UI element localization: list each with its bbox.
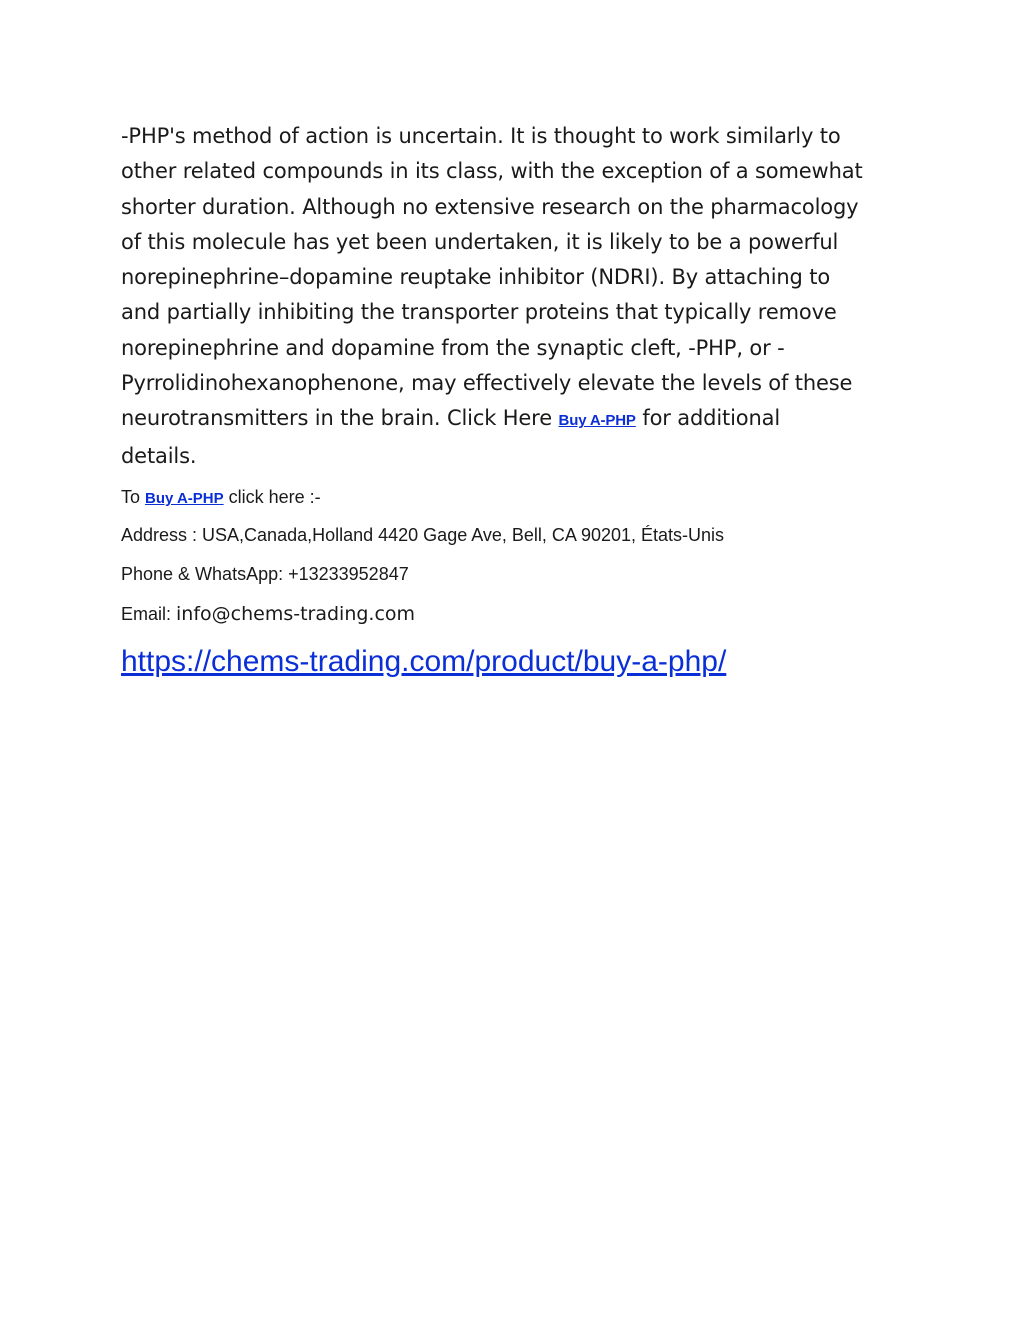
paragraph-text-after-link: for additional xyxy=(635,406,781,431)
paragraph-line: -PHP's method of action is uncertain. It is thought to work similarly to xyxy=(121,124,841,148)
paragraph-line: norepinephrine and dopamine from the synaptic cleft, -PHP, or - xyxy=(121,335,785,360)
email-line xyxy=(121,603,415,625)
email-value: info@chems-trading.com xyxy=(176,603,416,625)
paragraph-line: of this molecule has yet been undertaken, it is likely to be a powerful xyxy=(121,229,839,254)
address-line: Address : USA,Canada,Holland 4420 Gage Ave, Bell, CA 90201, États-Unis xyxy=(121,525,725,545)
phone-line: Phone & WhatsApp: +13233952847 xyxy=(121,564,409,584)
body-paragraph xyxy=(121,119,911,474)
buy-a-php-link[interactable]: Buy A-PHP xyxy=(145,490,224,507)
paragraph-line: and partially inhibiting the transporter proteins that typically remove xyxy=(121,300,837,325)
paragraph-line: shorter duration. Although no extensive research on the pharmacology xyxy=(121,194,859,219)
paragraph-line: details. xyxy=(121,443,197,468)
paragraph-line: norepinephrine–dopamine reuptake inhibitor (NDRI). By attaching to xyxy=(121,265,831,290)
product-url-link[interactable]: https://chems-trading.com/product/buy-a-php/ xyxy=(121,645,727,678)
to-buy-line xyxy=(121,487,321,508)
paragraph-line: other related compounds in its class, with the exception of a somewhat xyxy=(121,159,863,184)
paragraph-line: Pyrrolidinohexanophenone, may effectively elevate the levels of these xyxy=(121,371,853,396)
buy-a-php-inline-link[interactable]: Buy A-PHP xyxy=(558,412,636,430)
email-label: Email: xyxy=(121,604,177,624)
paragraph-text-before-link: neurotransmitters in the brain. Click Here xyxy=(121,406,559,431)
paragraph-line-with-link xyxy=(121,401,911,438)
to-prefix: To xyxy=(121,487,146,507)
to-suffix: click here :- xyxy=(223,487,321,507)
